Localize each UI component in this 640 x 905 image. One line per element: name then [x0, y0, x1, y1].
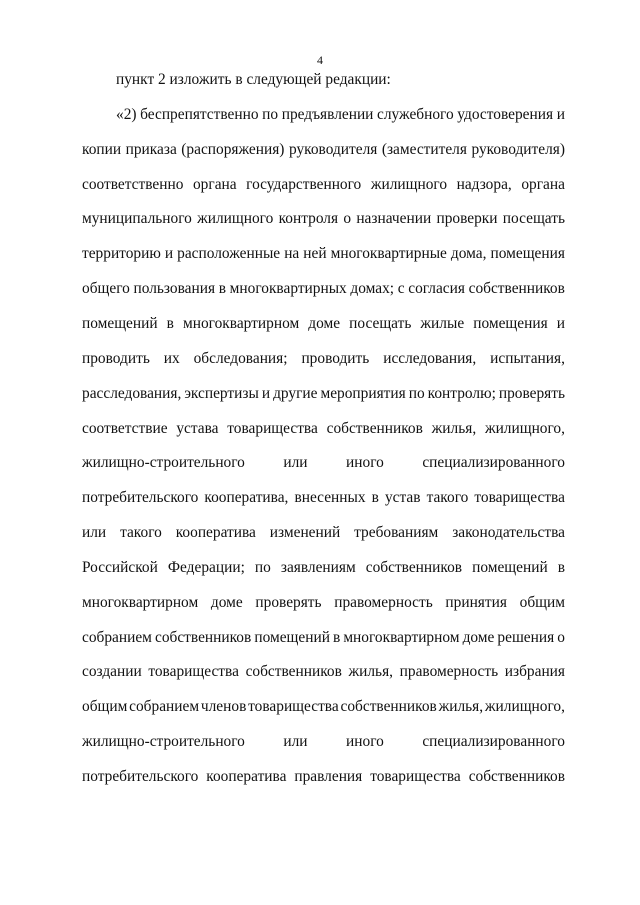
word: такого	[426, 489, 469, 507]
word: собранием	[82, 628, 152, 646]
word: приказа	[125, 140, 177, 158]
word: внесенных	[294, 489, 366, 507]
text-line	[82, 350, 565, 368]
word: принятия	[445, 593, 507, 611]
word: в	[166, 314, 174, 332]
word: удостоверения	[457, 105, 554, 123]
text-line	[82, 524, 565, 542]
word: членов	[200, 698, 247, 716]
word: и	[556, 314, 565, 332]
word: товарищества	[148, 663, 239, 681]
word: (заместителя	[381, 140, 467, 158]
word: контролю;	[427, 384, 496, 402]
word: жилищного	[370, 175, 448, 193]
word: пользования	[133, 280, 216, 298]
word: проверять	[255, 593, 322, 611]
text-line	[82, 733, 565, 751]
word: доме	[308, 314, 341, 332]
word: в	[332, 628, 341, 646]
word: решения	[497, 628, 555, 646]
word: служебного	[377, 105, 454, 123]
word: многоквартирном	[82, 593, 199, 611]
word: собственников	[245, 663, 342, 681]
text-line	[82, 698, 565, 716]
text-line	[82, 315, 565, 333]
word: органа	[192, 175, 237, 193]
word: в	[557, 558, 565, 576]
word: такого	[120, 524, 162, 542]
word: создании	[82, 663, 142, 681]
text-line	[82, 245, 565, 263]
word: устава	[176, 419, 219, 437]
word: расследования,	[82, 384, 182, 402]
word: товарищества	[370, 768, 461, 785]
text-line	[82, 141, 565, 159]
word: правомерность	[334, 593, 433, 611]
word: жилищного	[197, 210, 274, 228]
word: домах;	[350, 280, 395, 298]
word: в	[371, 489, 379, 507]
word: законодательства	[452, 524, 565, 542]
word: жилья,	[348, 663, 393, 681]
text-line	[116, 106, 565, 124]
word: экспертизы	[184, 384, 259, 402]
word: правления	[294, 768, 363, 785]
word: соответственно	[82, 175, 184, 193]
word: иного	[346, 733, 384, 751]
word: жилищно-строительного	[82, 454, 245, 472]
word: проверять	[498, 384, 565, 402]
word: органа	[521, 175, 565, 193]
text-line	[82, 489, 565, 507]
text-line	[82, 629, 565, 647]
word: муниципального	[82, 210, 192, 228]
word: многоквартирные	[330, 245, 447, 263]
word: с	[397, 280, 405, 298]
word: ней	[303, 245, 327, 263]
word: проводить	[301, 349, 370, 367]
word: собственников	[468, 280, 565, 298]
word: товарищества	[248, 698, 339, 716]
word: многоквартирном	[343, 628, 460, 646]
word: по	[254, 558, 271, 576]
word: Российской	[82, 558, 158, 576]
text-line	[82, 385, 565, 403]
word: собственников	[326, 419, 423, 437]
word: товарищества	[474, 489, 565, 507]
word: руководителя)	[471, 140, 565, 158]
word: жилые	[420, 314, 465, 332]
word: исследования,	[383, 349, 477, 367]
word: и	[261, 384, 271, 402]
word: многоквартирных	[229, 280, 347, 298]
word: проверки	[436, 210, 498, 228]
text-line	[82, 210, 565, 228]
word: расположенные	[177, 245, 281, 263]
text-line: пункт 2 изложить в следующей редакции:	[116, 71, 391, 88]
word: собственников	[365, 558, 463, 576]
word: товарищества	[227, 419, 318, 437]
word: государственного	[246, 175, 362, 193]
word: заявлениям	[280, 558, 356, 576]
word: помещения	[490, 245, 565, 263]
word: требованиям	[354, 524, 439, 542]
word: надзора,	[456, 175, 512, 193]
word: собственников	[468, 768, 565, 785]
word: потребительского	[82, 489, 199, 507]
word: кооператива,	[204, 489, 289, 507]
word: помещений	[254, 628, 330, 646]
text-line	[82, 768, 565, 786]
text-line	[82, 559, 565, 577]
word: и	[164, 245, 174, 263]
word: жилья,	[431, 419, 477, 437]
word: контроля	[278, 210, 339, 228]
word: общего	[82, 280, 130, 298]
word: и	[556, 105, 565, 123]
word: предъявлении	[281, 105, 374, 123]
word: на	[284, 245, 300, 263]
text-line	[82, 176, 565, 194]
word: многоквартирном	[183, 314, 300, 332]
word: жилья,	[438, 698, 484, 716]
word: жилищного,	[484, 698, 565, 716]
word: доме	[210, 593, 243, 611]
word: изменений	[269, 524, 341, 542]
word: специализированного	[422, 454, 565, 472]
word: общим	[82, 698, 128, 716]
word: посещать	[502, 210, 565, 228]
word: кооператива	[175, 524, 256, 542]
word: собственников	[154, 628, 252, 646]
word: Федерации;	[167, 558, 245, 576]
word: испытания,	[490, 349, 565, 367]
word: доме	[462, 628, 495, 646]
word: о	[343, 210, 352, 228]
text-line	[82, 454, 565, 472]
word: собственников	[340, 698, 437, 716]
word: назначении	[356, 210, 432, 228]
word: о	[557, 628, 565, 646]
word: иного	[346, 454, 384, 472]
word: руководителя	[288, 140, 378, 158]
word: проводить	[82, 349, 150, 367]
word: «2)	[116, 105, 137, 123]
word: собранием	[129, 698, 200, 716]
text-line	[82, 663, 565, 681]
word: потребительского	[82, 768, 199, 785]
word: или	[82, 524, 107, 542]
word: мероприятия	[320, 384, 406, 402]
word: или	[283, 454, 308, 472]
word: правомерность	[399, 663, 499, 681]
word: территорию	[82, 245, 161, 263]
text-line	[82, 280, 565, 298]
word: посещать	[349, 314, 412, 332]
word: в	[218, 280, 226, 298]
word: их	[163, 349, 180, 367]
word: помещений	[82, 314, 158, 332]
word: помещений	[472, 558, 548, 576]
word: жилищно-строительного	[82, 733, 245, 751]
word: устав	[384, 489, 421, 507]
text-line	[82, 594, 565, 612]
word: соответствие	[82, 419, 168, 437]
word: копии	[82, 140, 122, 158]
word: согласия	[408, 280, 465, 298]
word: по	[262, 105, 279, 123]
word: кооператива	[206, 768, 287, 785]
word: или	[283, 733, 308, 751]
word: общим	[519, 593, 565, 611]
word: другие	[273, 384, 318, 402]
word: (распоряжения)	[181, 140, 285, 158]
word: жилищного,	[484, 419, 565, 437]
word: помещения	[473, 314, 548, 332]
word: дома,	[450, 245, 487, 263]
text-line	[82, 420, 565, 438]
word: избрания	[504, 663, 565, 681]
word: обследования;	[193, 349, 288, 367]
word: специализированного	[422, 733, 565, 751]
page-number: 4	[317, 53, 323, 67]
word: по	[408, 384, 425, 402]
word: беспрепятственно	[140, 105, 259, 123]
